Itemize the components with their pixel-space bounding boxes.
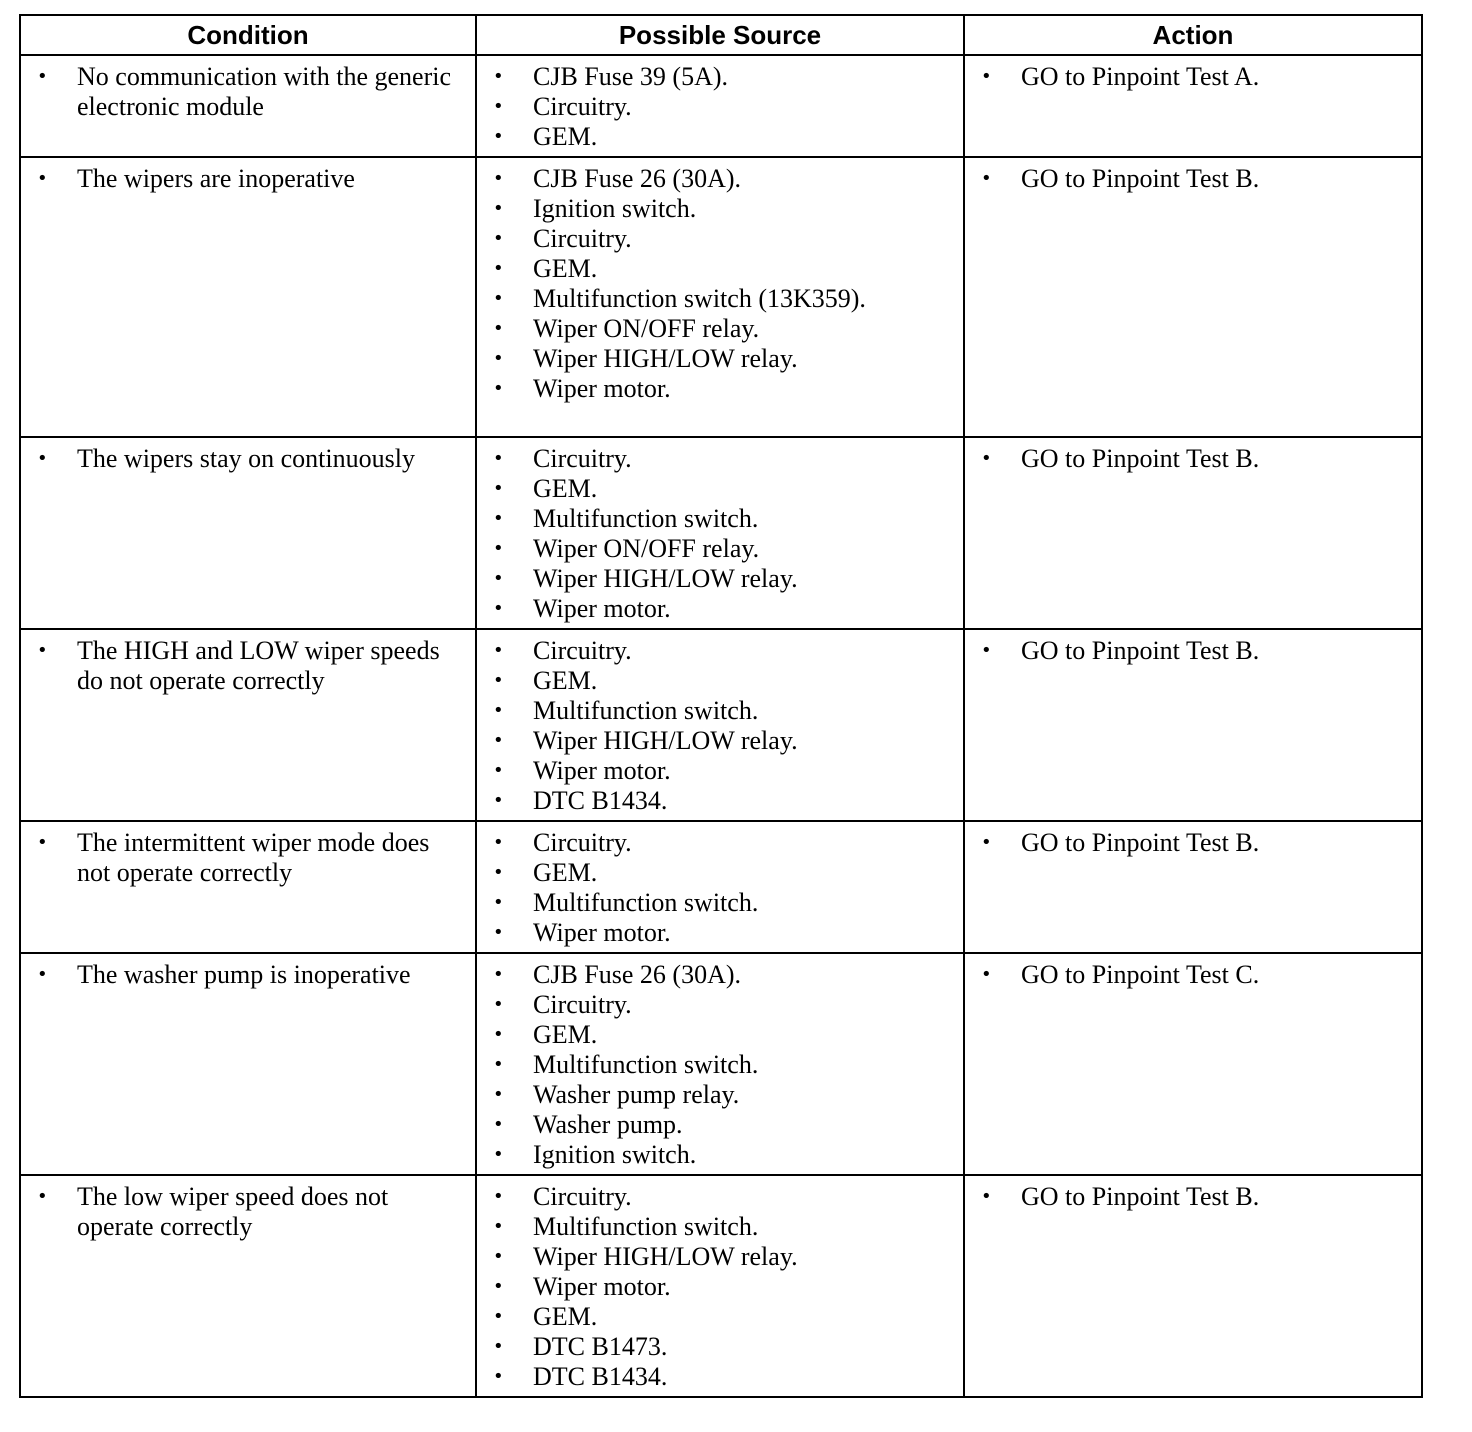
condition-text: • The wipers are inoperative	[35, 164, 467, 194]
table-row	[20, 821, 1422, 953]
source-item: • CJB Fuse 26 (30A).	[491, 960, 955, 990]
condition-cell	[20, 157, 476, 437]
source-item: • Wiper HIGH/LOW relay.	[491, 564, 955, 594]
table-row	[20, 55, 1422, 157]
source-item: • Ignition switch.	[491, 1140, 955, 1170]
source-item: • DTC B1434.	[491, 1362, 955, 1392]
table-body	[20, 55, 1422, 1397]
source-item: • CJB Fuse 39 (5A).	[491, 62, 955, 92]
source-item: • GEM.	[491, 254, 955, 284]
source-item: • Circuitry.	[491, 224, 955, 254]
source-list	[491, 444, 955, 624]
source-item: • DTC B1473.	[491, 1332, 955, 1362]
source-list	[491, 1182, 955, 1392]
condition-text: • No communication with the generic electronic module	[35, 62, 467, 122]
condition-list	[35, 62, 467, 122]
source-item: • Ignition switch.	[491, 194, 955, 224]
condition-list	[35, 1182, 467, 1242]
source-item: • Washer pump relay.	[491, 1080, 955, 1110]
source-item: • Wiper motor.	[491, 374, 955, 404]
source-item: • Washer pump.	[491, 1110, 955, 1140]
condition-text: • The washer pump is inoperative	[35, 960, 467, 990]
condition-cell	[20, 437, 476, 629]
condition-list	[35, 164, 467, 194]
action-list	[979, 636, 1413, 666]
source-cell	[476, 953, 964, 1175]
action-text: • GO to Pinpoint Test B.	[979, 828, 1413, 858]
condition-header: Condition	[20, 15, 476, 55]
source-item: • Multifunction switch (13K359).	[491, 284, 955, 314]
source-item: • Wiper motor.	[491, 918, 955, 948]
source-item: • GEM.	[491, 122, 955, 152]
source-item: • Multifunction switch.	[491, 1212, 955, 1242]
action-text: • GO to Pinpoint Test B.	[979, 1182, 1413, 1212]
source-item: • Wiper motor.	[491, 756, 955, 786]
source-item: • Wiper ON/OFF relay.	[491, 314, 955, 344]
condition-cell	[20, 1175, 476, 1397]
action-text: • GO to Pinpoint Test B.	[979, 636, 1413, 666]
condition-list	[35, 960, 467, 990]
action-cell	[964, 437, 1422, 629]
condition-list	[35, 444, 467, 474]
source-item: • Circuitry.	[491, 92, 955, 122]
source-item: • Circuitry.	[491, 990, 955, 1020]
condition-text: • The wipers stay on continuously	[35, 444, 467, 474]
source-item: • Circuitry.	[491, 1182, 955, 1212]
source-cell	[476, 437, 964, 629]
action-list	[979, 960, 1413, 990]
action-cell	[964, 55, 1422, 157]
action-text: • GO to Pinpoint Test C.	[979, 960, 1413, 990]
source-item: • Multifunction switch.	[491, 1050, 955, 1080]
source-list	[491, 960, 955, 1170]
source-item: • Multifunction switch.	[491, 504, 955, 534]
source-list	[491, 636, 955, 816]
diagnostic-table	[19, 14, 1423, 1398]
source-item: • GEM.	[491, 474, 955, 504]
action-list	[979, 1182, 1413, 1212]
condition-text: • The low wiper speed does not operate correctly	[35, 1182, 467, 1242]
source-header: Possible Source	[476, 15, 964, 55]
table-row	[20, 629, 1422, 821]
action-text: • GO to Pinpoint Test B.	[979, 164, 1413, 194]
source-cell	[476, 629, 964, 821]
action-cell	[964, 953, 1422, 1175]
source-item: • GEM.	[491, 858, 955, 888]
action-header: Action	[964, 15, 1422, 55]
action-text: • GO to Pinpoint Test A.	[979, 62, 1413, 92]
header-row	[20, 15, 1422, 55]
condition-cell	[20, 953, 476, 1175]
source-item: • CJB Fuse 26 (30A).	[491, 164, 955, 194]
condition-cell	[20, 821, 476, 953]
source-cell	[476, 55, 964, 157]
condition-cell	[20, 55, 476, 157]
table-row	[20, 437, 1422, 629]
condition-text: • The intermittent wiper mode does not operate correctly	[35, 828, 467, 888]
action-cell	[964, 821, 1422, 953]
source-item: • DTC B1434.	[491, 786, 955, 816]
action-cell	[964, 157, 1422, 437]
source-item: • Wiper HIGH/LOW relay.	[491, 726, 955, 756]
source-item: • Wiper HIGH/LOW relay.	[491, 344, 955, 374]
source-list	[491, 164, 955, 404]
condition-text: • The HIGH and LOW wiper speeds do not operate correctly	[35, 636, 467, 696]
action-cell	[964, 1175, 1422, 1397]
action-cell	[964, 629, 1422, 821]
action-list	[979, 164, 1413, 194]
source-item: • Wiper motor.	[491, 594, 955, 624]
source-item: • Multifunction switch.	[491, 888, 955, 918]
source-item: • Wiper motor.	[491, 1272, 955, 1302]
source-item: • Circuitry.	[491, 636, 955, 666]
condition-list	[35, 828, 467, 888]
source-item: • Wiper HIGH/LOW relay.	[491, 1242, 955, 1272]
action-list	[979, 828, 1413, 858]
action-text: • GO to Pinpoint Test B.	[979, 444, 1413, 474]
source-cell	[476, 1175, 964, 1397]
source-item: • Circuitry.	[491, 444, 955, 474]
condition-list	[35, 636, 467, 696]
source-item: • Circuitry.	[491, 828, 955, 858]
source-item: • GEM.	[491, 1302, 955, 1332]
action-list	[979, 62, 1413, 92]
source-item: • Wiper ON/OFF relay.	[491, 534, 955, 564]
source-cell	[476, 157, 964, 437]
table-row	[20, 953, 1422, 1175]
condition-cell	[20, 629, 476, 821]
source-list	[491, 828, 955, 948]
source-list	[491, 62, 955, 152]
table-row	[20, 1175, 1422, 1397]
action-list	[979, 444, 1413, 474]
source-cell	[476, 821, 964, 953]
table-row	[20, 157, 1422, 437]
source-item: • Multifunction switch.	[491, 696, 955, 726]
source-item: • GEM.	[491, 1020, 955, 1050]
source-item: • GEM.	[491, 666, 955, 696]
